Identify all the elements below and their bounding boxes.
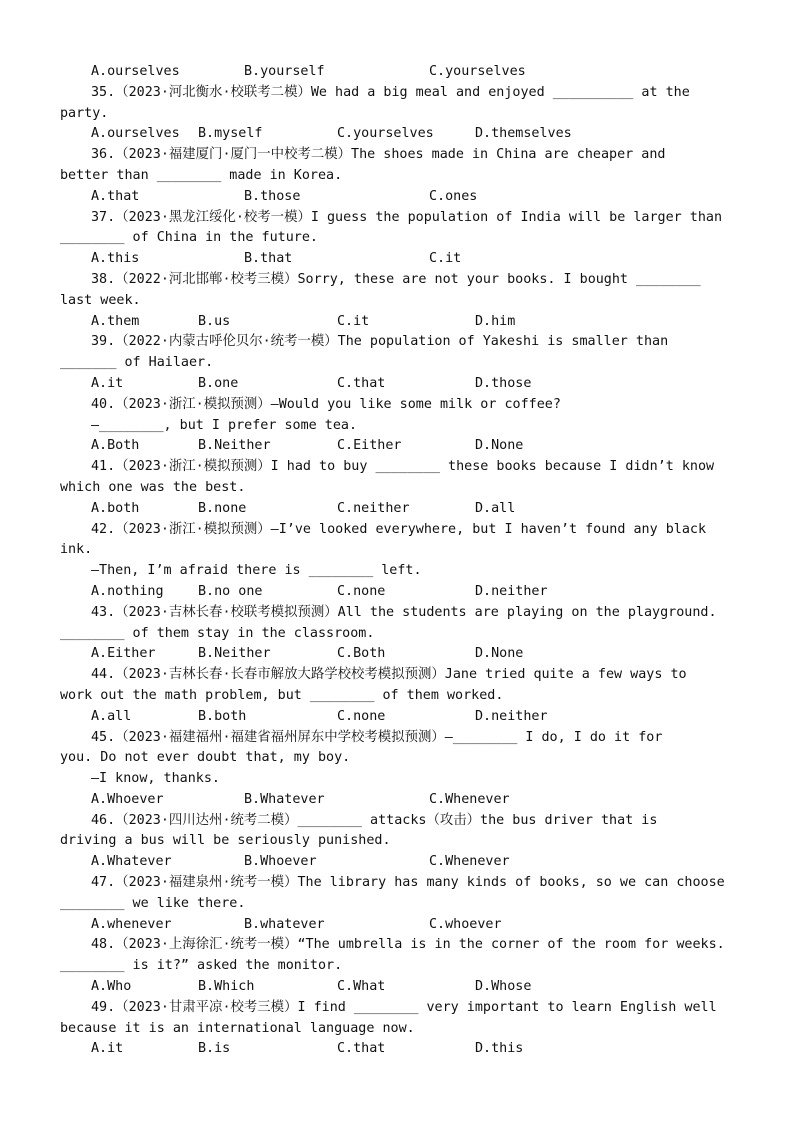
- answer-option: D.neither: [475, 583, 548, 599]
- answer-option: C.none: [337, 583, 386, 599]
- answer-option: A.nothing: [91, 583, 164, 599]
- answer-option: C.that: [337, 375, 386, 391]
- answer-option: A.this: [91, 251, 140, 267]
- question-stem-line: —Then, I’m afraid there is ________ left.: [91, 563, 422, 579]
- question-continuation-line: ________ of China in the future.: [60, 230, 318, 246]
- question-continuation-line: driving a bus will be seriously punished.: [60, 833, 391, 849]
- question-continuation-line: ________ is it?” asked the monitor.: [60, 958, 343, 974]
- answer-option: D.those: [475, 375, 532, 391]
- answer-option: C.it: [337, 313, 370, 329]
- question-stem-line: 39.（2022·内蒙古呼伦贝尔·统考一模）The population of Yakeshi is smaller than: [91, 334, 669, 350]
- question-continuation-line: ________ of them stay in the classroom.: [60, 625, 375, 641]
- question-stem-line: 43.（2023·吉林长春·校联考模拟预测）All the students are playing on the playground.: [91, 604, 717, 620]
- answer-option: B.myself: [198, 126, 263, 142]
- answer-option: B.Neither: [198, 646, 271, 662]
- answer-options: [60, 499, 734, 520]
- answer-option: C.Whenever: [429, 791, 510, 807]
- answer-option: B.that: [244, 251, 293, 267]
- question-stem-line: —________, but I prefer some tea.: [91, 417, 358, 433]
- answer-option: A.whenever: [91, 916, 172, 932]
- answer-option: C.ones: [429, 188, 478, 204]
- answer-option: D.None: [475, 646, 524, 662]
- answer-option: C.none: [337, 708, 386, 724]
- question-stem-line: 49.（2023·甘肃平凉·校考三模）I find ________ very important to learn English well: [91, 999, 717, 1015]
- answer-option: A.it: [91, 1041, 124, 1057]
- question-stem-line: 35.（2023·河北衡水·校联考二模）We had a big meal and enjoyed __________ at the: [91, 84, 690, 100]
- answer-option: A.them: [91, 313, 140, 329]
- question-continuation-line: you. Do not ever doubt that, my boy.: [60, 750, 351, 766]
- answer-option: D.all: [475, 500, 516, 516]
- answer-option: C.that: [337, 1041, 386, 1057]
- answer-option: C.yourselves: [337, 126, 434, 142]
- question-continuation-line: last week.: [60, 292, 141, 308]
- answer-option: C.What: [337, 979, 386, 995]
- answer-option: D.themselves: [475, 126, 572, 142]
- answer-option: B.Whoever: [244, 854, 317, 870]
- question-continuation-line: _______ of Hailaer.: [60, 355, 214, 371]
- question-list: [60, 62, 734, 1060]
- answer-option: D.Whose: [475, 979, 532, 995]
- answer-option: A.all: [91, 708, 132, 724]
- question-stem-line: 42.（2023·浙江·模拟预测）—I’ve looked everywhere, but I haven’t found any black: [91, 521, 707, 537]
- answer-option: A.it: [91, 375, 124, 391]
- answer-option: C.Either: [337, 438, 402, 454]
- answer-option: B.Whatever: [244, 791, 325, 807]
- answer-option: A.Both: [91, 438, 140, 454]
- question-continuation-line: work out the math problem, but ________ of them worked.: [60, 687, 504, 703]
- answer-option: A.that: [91, 188, 140, 204]
- answer-option: B.those: [244, 188, 301, 204]
- answer-option: B.no one: [198, 583, 263, 599]
- answer-option: D.him: [475, 313, 516, 329]
- answer-options: [60, 852, 734, 873]
- answer-option: B.whatever: [244, 916, 325, 932]
- answer-options: [60, 62, 734, 83]
- answer-options: [60, 249, 734, 270]
- question-stem-line: 38.（2022·河北邯郸·校考三模）Sorry, these are not your books. I bought ________: [91, 271, 701, 287]
- answer-options: [60, 644, 734, 665]
- answer-option: C.it: [429, 251, 462, 267]
- question-continuation-line: ink.: [60, 542, 93, 558]
- question-stem-line: 41.（2023·浙江·模拟预测）I had to buy ________ these books because I didn’t know: [91, 459, 715, 475]
- answer-options: [60, 915, 734, 936]
- answer-option: C.whoever: [429, 916, 502, 932]
- question-stem-line: 46.（2023·四川达州·统考二模）________ attacks（攻击）the bus driver that is: [91, 812, 658, 828]
- question-continuation-line: better than ________ made in Korea.: [60, 167, 343, 183]
- answer-option: B.us: [198, 313, 231, 329]
- answer-option: C.yourselves: [429, 64, 526, 79]
- question-stem-line: 44.（2023·吉林长春·长春市解放大路学校校考模拟预测）Jane tried quite a few ways to: [91, 667, 687, 683]
- question-stem-line: 45.（2023·福建福州·福建省福州屏东中学校考模拟预测）—________ I do, I do it for: [91, 729, 663, 745]
- answer-option: B.yourself: [244, 64, 325, 79]
- question-stem-line: 48.（2023·上海徐汇·统考一模）“The umbrella is in the corner of the room for weeks.: [91, 937, 725, 953]
- answer-option: B.is: [198, 1041, 231, 1057]
- answer-option: A.Either: [91, 646, 156, 662]
- answer-option: B.both: [198, 708, 247, 724]
- answer-options: [60, 790, 734, 811]
- question-stem-line: —I know, thanks.: [91, 771, 220, 787]
- question-continuation-line: which one was the best.: [60, 479, 246, 495]
- answer-options: [60, 374, 734, 395]
- answer-option: C.neither: [337, 500, 410, 516]
- answer-options: [60, 707, 734, 728]
- answer-option: C.Both: [337, 646, 386, 662]
- answer-option: D.neither: [475, 708, 548, 724]
- answer-option: D.None: [475, 438, 524, 454]
- question-stem-line: 37.（2023·黑龙江绥化·校考一模）I guess the population of India will be larger than: [91, 209, 723, 225]
- answer-options: [60, 436, 734, 457]
- answer-option: A.Whoever: [91, 791, 164, 807]
- answer-option: A.ourselves: [91, 126, 180, 142]
- answer-option: B.one: [198, 375, 239, 391]
- question-stem-line: 36.（2023·福建厦门·厦门一中校考二模）The shoes made in China are cheaper and: [91, 147, 666, 163]
- question-continuation-line: because it is an international language now.: [60, 1020, 415, 1036]
- answer-options: [60, 582, 734, 603]
- answer-options: [60, 187, 734, 208]
- answer-option: D.this: [475, 1041, 524, 1057]
- answer-options: [60, 1039, 734, 1060]
- question-continuation-line: ________ we like there.: [60, 895, 246, 911]
- answer-options: [60, 977, 734, 998]
- answer-option: A.Whatever: [91, 854, 172, 870]
- answer-option: B.Neither: [198, 438, 271, 454]
- question-continuation-line: party.: [60, 105, 109, 121]
- answer-option: C.Whenever: [429, 854, 510, 870]
- answer-option: B.none: [198, 500, 247, 516]
- answer-option: A.Who: [91, 979, 132, 995]
- answer-option: A.both: [91, 500, 140, 516]
- answer-option: B.Which: [198, 979, 255, 995]
- answer-options: [60, 312, 734, 333]
- question-stem-line: 47.（2023·福建泉州·统考一模）The library has many kinds of books, so we can choose: [91, 875, 725, 891]
- answer-options: [60, 124, 734, 145]
- question-stem-line: 40.（2023·浙江·模拟预测）—Would you like some milk or coffee?: [91, 396, 561, 412]
- answer-option: A.ourselves: [91, 64, 180, 79]
